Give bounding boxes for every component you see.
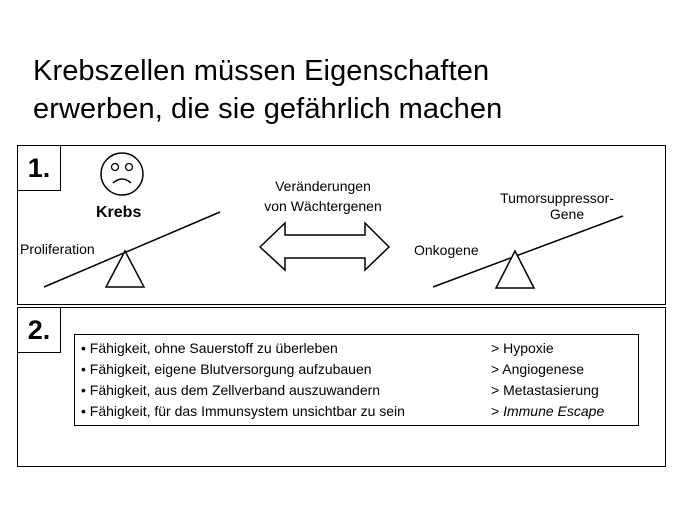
feature-row [81,338,632,358]
tumor-suppressor-line-2: Gene [549,206,585,222]
panel-2-number: 2. [18,308,61,353]
krebs-label: Krebs [96,204,142,221]
feature-result [491,338,554,358]
result-value: Immune Escape [503,403,605,419]
right-seesaw-fulcrum [496,251,534,288]
feature-result [491,359,584,379]
panel-1-number: 1. [18,146,61,191]
onkogene-label: Onkogene [414,242,479,258]
panel-1-diagram [18,146,665,304]
title-line-2: erwerben, die sie gefährlich machen [33,93,503,125]
tumor-suppressor-label [483,190,631,222]
tumor-suppressor-line-1: Tumorsuppressor- [500,190,614,206]
center-label-line-2: von Wächtergenen [264,198,382,214]
center-label [238,178,408,214]
center-label-line-1: Veränderungen [275,178,371,194]
feature-text: • Fähigkeit, ohne Sauerstoff zu überleben [81,340,338,356]
page-title [33,52,653,128]
result-prefix: > [491,403,504,419]
feature-row [81,380,632,400]
title-line-1: Krebszellen müssen Eigenschaften [33,55,490,87]
result-value: Angiogenese [502,361,585,377]
feature-text: • Fähigkeit, aus dem Zellverband auszuwandern [81,382,381,398]
panel-1 [17,145,666,305]
proliferation-label: Proliferation [20,241,95,257]
result-prefix: > [491,340,504,356]
result-value: Metastasierung [503,382,599,398]
feature-text: • Fähigkeit, für das Immunsystem unsichtbar zu sein [81,403,405,419]
panel-2 [17,307,666,467]
feature-result [491,380,599,400]
double-arrow [260,223,389,270]
feature-row [81,401,632,421]
result-prefix: > [491,361,503,377]
feature-result [491,401,604,421]
features-list [74,334,639,426]
left-seesaw-fulcrum [106,251,144,287]
result-prefix: > [491,382,504,398]
feature-row [81,359,632,379]
result-value: Hypoxie [503,340,554,356]
feature-text: • Fähigkeit, eigene Blutversorgung aufzubauen [81,361,372,377]
sad-face-icon [101,153,143,195]
